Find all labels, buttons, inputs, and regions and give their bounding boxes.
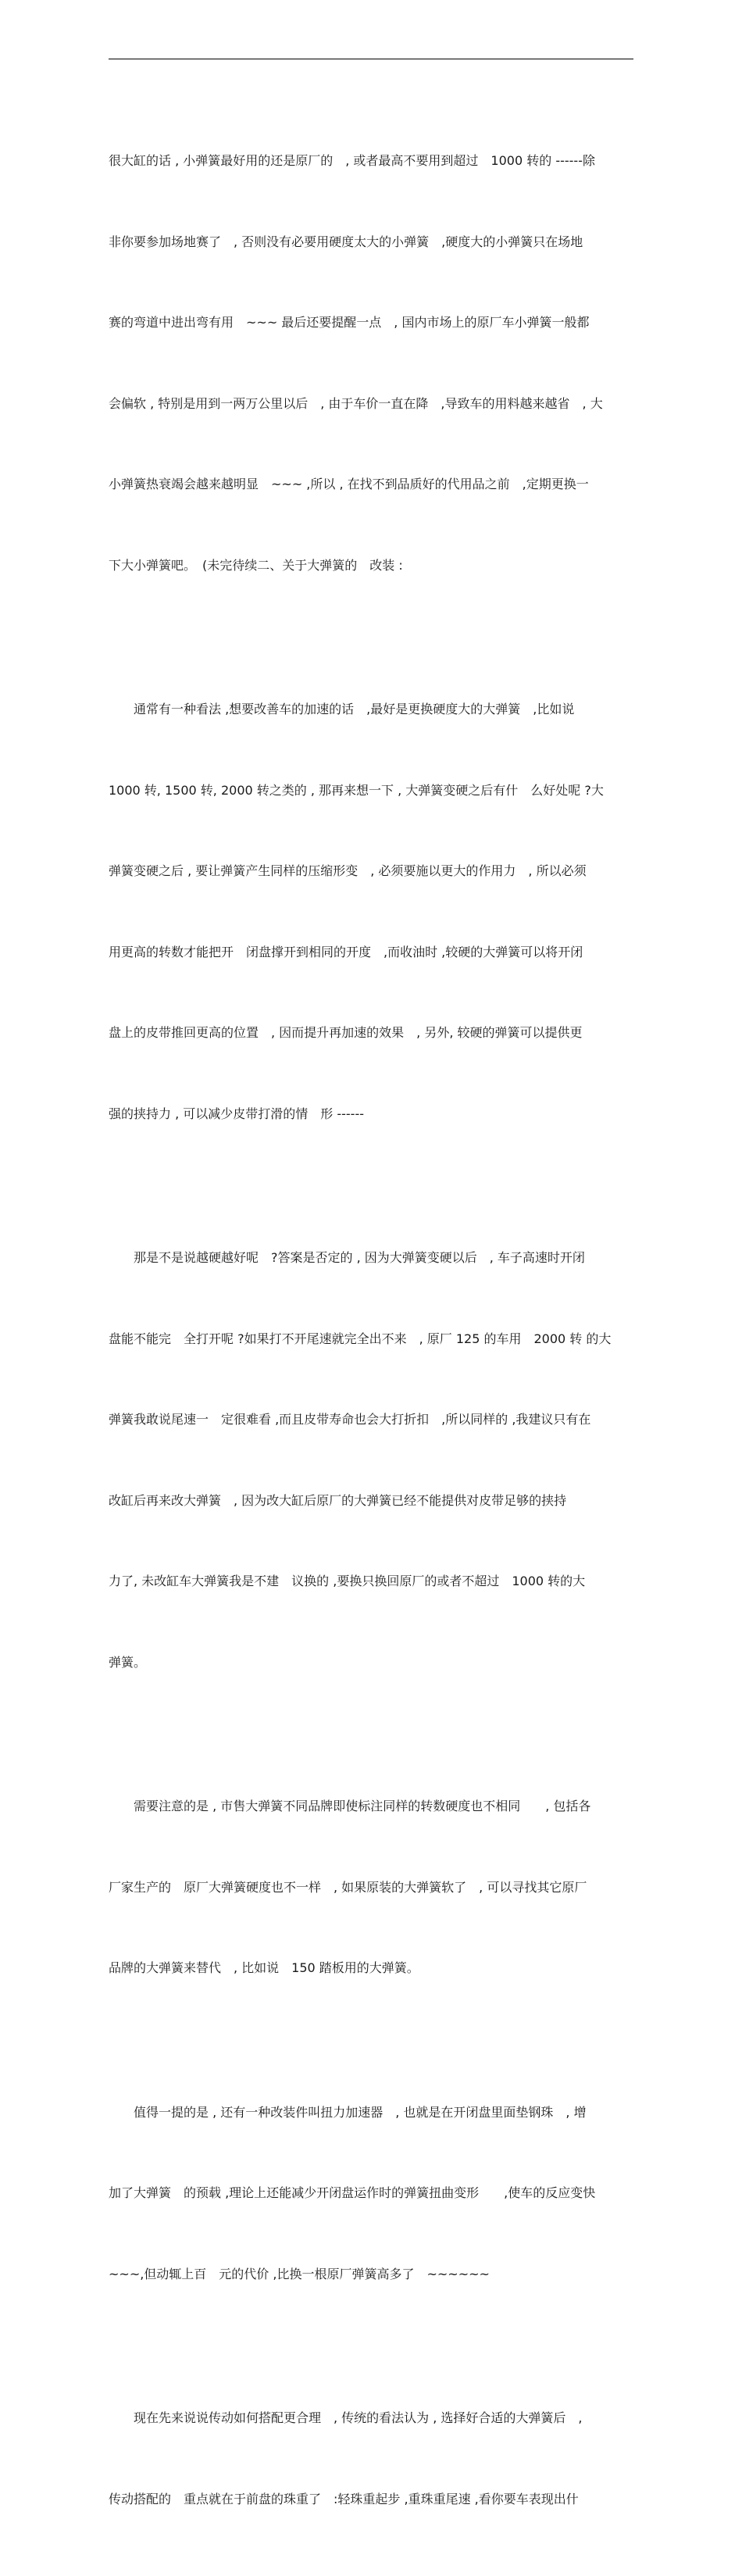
- text-line: 赛的弯道中进出弯有用 ~~~ 最后还要提醒一点 , 国内市场上的原厂车小弹簧一般都: [109, 315, 590, 330]
- text-line: 品牌的大弹簧来替代 , 比如说 150 踏板用的大弹簧。: [109, 1960, 419, 1975]
- text-line: 通常有一种看法 ,想要改善车的加速的话 ,最好是更换硬度大的大弹簧 ,比如说: [109, 702, 575, 716]
- paragraph-3: [109, 1191, 633, 1730]
- text-line: 1000 转, 1500 转, 2000 转之类的 , 那再来想一下 , 大弹簧变硬之后有什 么好处呢 ?大: [109, 782, 604, 798]
- text-line: 会偏软 , 特别是用到一两万公里以后 , 由于车价一直在降 ,导致车的用料越来越省 , 大: [109, 395, 603, 411]
- text-line: 改缸后再来改大弹簧 , 因为改大缸后原厂的大弹簧已经不能提供对皮带足够的挟持: [109, 1492, 567, 1508]
- text-line: 力了, 未改缸车大弹簧我是不建 议换的 ,要换只换回原厂的或者不超过 1000 转的大: [109, 1574, 586, 1588]
- text-line: 弹簧我敢说尾速一 定很难看 ,而且皮带寿命也会大打折扣 ,所以同样的 ,我建议只有在: [109, 1412, 591, 1427]
- text-line: 小弹簧热衰竭会越来越明显 ~~~ ,所以 , 在找不到品质好的代用品之前 ,定期更换一: [109, 477, 589, 491]
- text-line: 传动搭配的 重点就在于前盘的珠重了 :轻珠重起步 ,重珠重尾速 ,看你要车表现出什: [109, 2491, 579, 2506]
- text-line: 值得一提的是 , 还有一种改装件叫扭力加速器 , 也就是在开闭盘里面垫钢珠 , 增: [109, 2104, 587, 2120]
- text-line: 厂家生产的 原厂大弹簧硬度也不一样 , 如果原装的大弹簧软了 , 可以寻找其它原厂: [109, 1879, 587, 1895]
- paragraph-5: [109, 2045, 633, 2342]
- paragraph-2: [109, 642, 633, 1181]
- text-line: 弹簧。: [109, 1654, 147, 1670]
- text-line: 用更高的转数才能把开 闭盘撑开到相同的开度 ,而收油时 ,较硬的大弹簧可以将开闭: [109, 944, 583, 959]
- text-line: 加了大弹簧 的预载 ,理论上还能减少开闭盘运作时的弹簧扭曲变形 ,使车的反应变快: [109, 2185, 596, 2200]
- text-line: 现在先来说说传动如何搭配更合理 , 传统的看法认为 , 选择好合适的大弹簧后 ,: [109, 2410, 583, 2425]
- text-line: 强的挟持力 , 可以减少皮带打滑的情 形 ------: [109, 1106, 364, 1121]
- text-line: 需要注意的是 , 市售大弹簧不同品牌即使标注同样的转数硬度也不相同 , 包括各: [109, 1799, 591, 1813]
- text-line: 下大小弹簧吧。 (未完待续二、关于大弹簧的 改装 :: [109, 557, 403, 573]
- paragraph-6: [109, 2351, 633, 2567]
- paragraph-4: [109, 1739, 633, 2036]
- document-body: [109, 94, 633, 2576]
- text-line: 盘能不能完 全打开呢 ?如果打不开尾速就完全出不来 , 原厂 125 的车用 2000 转 的大: [109, 1331, 612, 1346]
- text-line: 弹簧变硬之后 , 要让弹簧产生同样的压缩形变 , 必须要施以更大的作用力 , 所以必须: [109, 863, 587, 878]
- text-line: 非你要参加场地赛了 , 否则没有必要用硬度太大的小弹簧 ,硬度大的小弹簧只在场地: [109, 234, 583, 249]
- text-line: 很大缸的话 , 小弹簧最好用的还是原厂的 , 或者最高不要用到超过 1000 转的 ------除: [109, 153, 595, 168]
- text-line: 盘上的皮带推回更高的位置 , 因而提升再加速的效果 , 另外, 较硬的弹簧可以提供更: [109, 1025, 583, 1040]
- text-line: ~~~,但动辄上百 元的代价 ,比换一根原厂弹簧高多了 ~~~~~~: [109, 2266, 490, 2281]
- paragraph-1: [109, 94, 633, 633]
- text-line: 那是不是说越硬越好呢 ?答案是否定的 , 因为大弹簧变硬以后 , 车子高速时开闭: [109, 1250, 585, 1265]
